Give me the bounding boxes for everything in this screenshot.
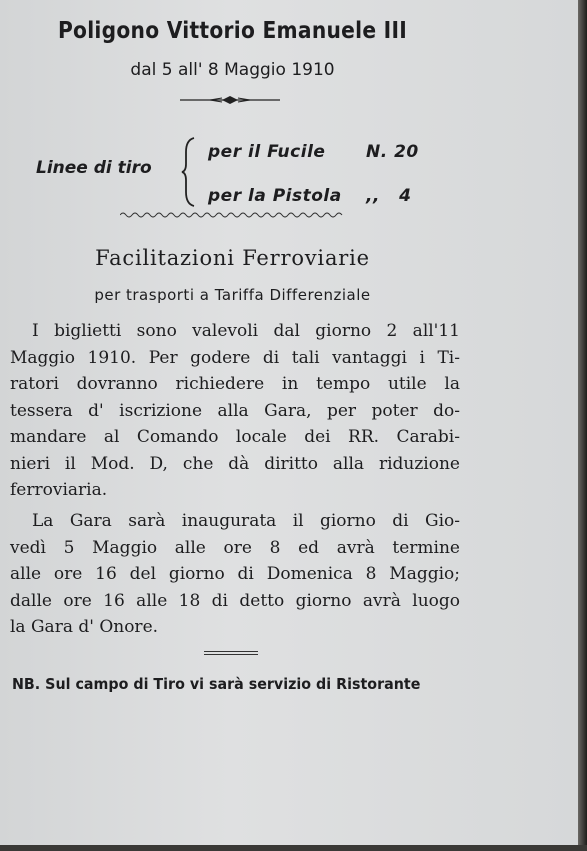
paragraph-line: ratori dovranno richiedere in tempo utile la (10, 374, 460, 394)
ornament-divider (180, 93, 280, 107)
paragraph-line: La Gara sarà inaugurata il giorno di Gio- (32, 511, 460, 531)
fucile-row (208, 142, 419, 162)
paragraph-line: vedì 5 Maggio alle ore 8 ed avrà termine (10, 537, 460, 558)
pistola-count: ,, 4 (366, 186, 412, 206)
paragraph-biglietti (10, 318, 460, 504)
restaurant-note: NB. Sul campo di Tiro vi sarà servizio di Ristorante (12, 675, 421, 693)
paragraph-line: I biglietti sono valevoli dal giorno 2 all'11 (32, 321, 460, 341)
page-bottom-shadow (0, 845, 587, 851)
paragraph-line: dalle ore 16 alle 18 di detto giorno avrà luogo (10, 590, 460, 611)
paragraph-line: mandare al Comando locale dei RR. Carabi- (10, 427, 460, 447)
paragraph-line: alle ore 16 del giorno di Domenica 8 Maggio; (10, 564, 460, 584)
event-dates: dal 5 all' 8 Maggio 1910 (130, 60, 335, 80)
paragraph-line: Maggio 1910. Per godere di tali vantaggi i Ti- (10, 347, 460, 368)
page-title: Poligono Vittorio Emanuele III (57, 18, 408, 44)
section-title: Facilitazioni Ferroviarie (95, 246, 370, 270)
linee-di-tiro-label: Linee di tiro (36, 158, 152, 178)
pistola-row (208, 186, 412, 206)
page-edge-shadow (578, 0, 587, 851)
wavy-rule (120, 210, 345, 220)
paragraph-line: tessera d' iscrizione alla Gara, per poter do- (10, 400, 460, 421)
fucile-label: per il Fucile (208, 142, 326, 162)
section-subtitle: per trasporti a Tariffa Differenziale (94, 286, 371, 304)
fucile-count: N. 20 (366, 142, 419, 162)
pistola-label: per la Pistola (208, 186, 342, 206)
paragraph-line: ferroviaria. (10, 480, 108, 500)
paragraph-line: la Gara d' Onore. (10, 617, 159, 637)
paragraph-gara (10, 508, 460, 641)
curly-brace (180, 136, 198, 208)
paragraph-line: nieri il Mod. D, che dà diritto alla riduzione (10, 453, 460, 474)
double-rule (204, 650, 258, 656)
